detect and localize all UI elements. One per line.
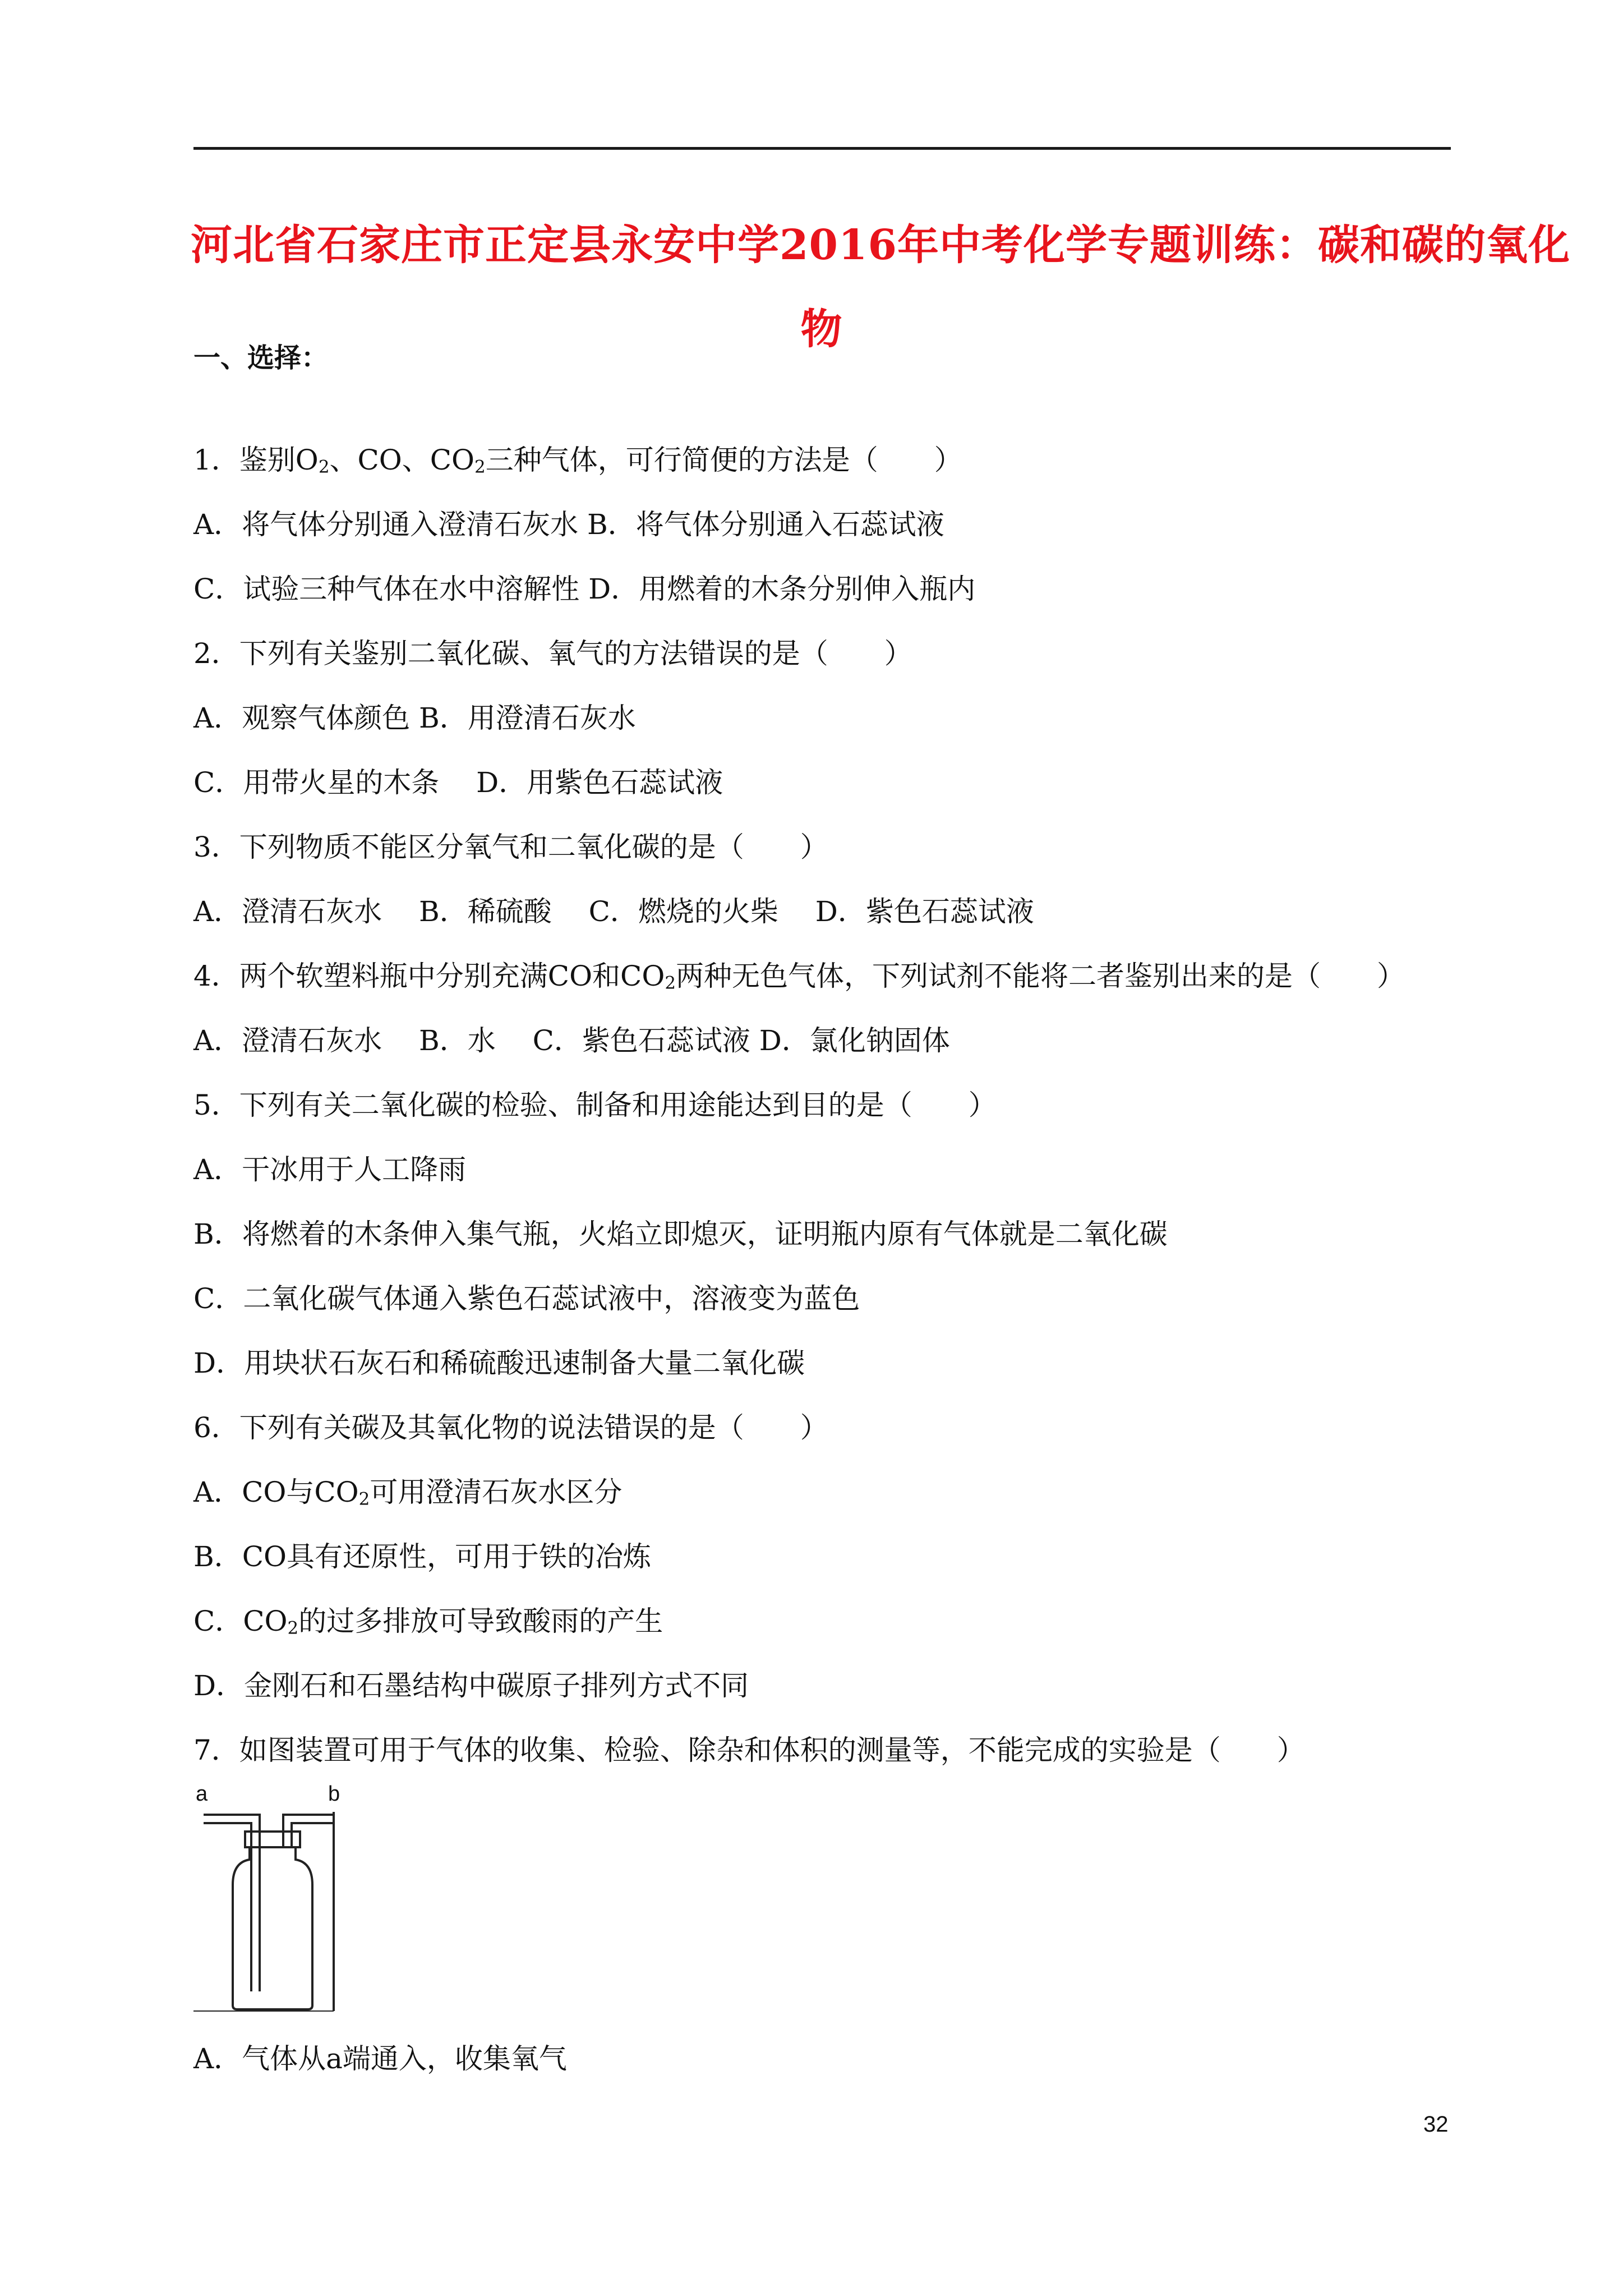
- question-4-text: 两种无色气体，下列试剂不能将二者鉴别出来的是（ ）: [676, 960, 1405, 992]
- subscript: 2: [358, 1489, 370, 1510]
- subscript: 2: [474, 457, 486, 477]
- question-7: 7．如图装置可用于气体的收集、检验、除杂和体积的测量等，不能完成的实验是（ ）: [193, 1734, 1305, 1766]
- gas-bottle-figure: [193, 1778, 345, 2014]
- question-6-option-d: D．金刚石和石墨结构中碳原子排列方式不同: [193, 1669, 749, 1702]
- question-1-text: 、CO、CO: [329, 444, 475, 476]
- question-5-option-c: C．二氧化碳气体通入紫色石蕊试液中，溶液变为蓝色: [193, 1282, 860, 1315]
- section-heading: 一、选择：: [193, 342, 329, 374]
- subscript: 2: [318, 457, 330, 477]
- question-5: 5．下列有关二氧化碳的检验、制备和用途能达到目的是（ ）: [193, 1089, 997, 1121]
- subscript: 2: [665, 973, 676, 993]
- question-7-option-a: A．气体从a端通入，收集氧气: [193, 2042, 567, 2075]
- question-2-options-cd: C．用带火星的木条 D．用紫色石蕊试液: [193, 766, 723, 799]
- question-4-options: A．澄清石灰水 B．水 C．紫色石蕊试液 D．氯化钠固体: [193, 1024, 950, 1057]
- question-1: [193, 443, 962, 484]
- question-5-option-a: A．干冰用于人工降雨: [193, 1153, 467, 1186]
- subscript: 2: [287, 1618, 299, 1639]
- question-1-options-cd: C．试验三种气体在水中溶解性 D．用燃着的木条分别伸入瓶内: [193, 573, 976, 605]
- question-4: [193, 959, 1405, 1000]
- question-3-options: A．澄清石灰水 B．稀硫酸 C．燃烧的火柴 D．紫色石蕊试液: [193, 895, 1034, 928]
- page-title-line-2: 物: [800, 305, 843, 353]
- question-5-option-b: B．将燃着的木条伸入集气瓶，火焰立即熄灭，证明瓶内原有气体就是二氧化碳: [193, 1218, 1168, 1250]
- question-1-text: 1．鉴别O: [193, 444, 319, 476]
- question-6-option-b: B．CO具有还原性，可用于铁的冶炼: [193, 1540, 651, 1573]
- question-1-text: 三种气体，可行简便的方法是（ ）: [485, 444, 962, 476]
- figure-label-b: b: [328, 1782, 340, 1806]
- option-text: 的过多排放可导致酸雨的产生: [298, 1605, 663, 1637]
- question-2: 2．下列有关鉴别二氧化碳、氧气的方法错误的是（ ）: [193, 637, 912, 670]
- question-5-option-d: D．用块状石灰石和稀硫酸迅速制备大量二氧化碳: [193, 1347, 805, 1379]
- figure-label-a: a: [196, 1782, 208, 1806]
- page-number: 32: [1423, 2112, 1449, 2137]
- question-4-text: 4．两个软塑料瓶中分别充满CO和CO: [193, 960, 665, 992]
- question-6-option-c: [193, 1604, 663, 1645]
- question-6-option-a: [193, 1475, 622, 1516]
- option-text: 可用澄清石灰水区分: [370, 1476, 623, 1508]
- gas-bottle-drawing: [193, 1812, 335, 2011]
- option-text: A．CO与CO: [193, 1476, 359, 1508]
- option-text: C．CO: [193, 1605, 288, 1637]
- question-1-options-ab: A．将气体分别通入澄清石灰水 B．将气体分别通入石蕊试液: [193, 508, 944, 541]
- question-6: 6．下列有关碳及其氧化物的说法错误的是（ ）: [193, 1411, 828, 1444]
- header-rule: [193, 147, 1451, 150]
- question-2-options-ab: A．观察气体颜色 B．用澄清石灰水: [193, 702, 636, 734]
- page-title-line-1: 河北省石家庄市正定县永安中学2016年中考化学专题训练：碳和碳的氧化: [191, 221, 1570, 269]
- question-3: 3．下列物质不能区分氧气和二氧化碳的是（ ）: [193, 831, 828, 863]
